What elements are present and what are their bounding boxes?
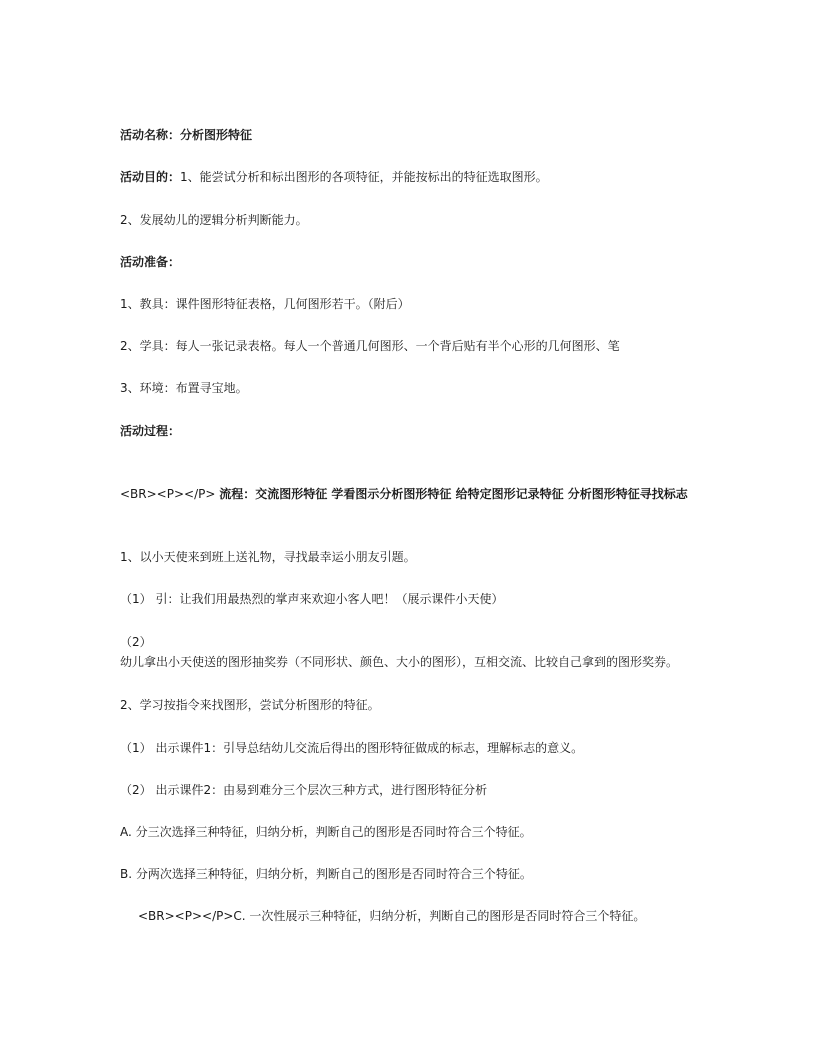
step-1: 1、以小天使来到班上送礼物，寻找最幸运小朋友引题。 xyxy=(120,550,416,564)
step-1-2-text: 幼儿拿出小天使送的图形抽奖券（不同形状、颜色、大小的图形），互相交流、比较自己拿到的图形奖券。 xyxy=(120,655,679,669)
activity-goal-text: 1、能尝试分析和标出图形的各项特征，并能按标出的特征选取图形。 xyxy=(180,170,548,184)
flow-label: 流程：交流图形特征 学看图示分析图形特征 给特定图形记录特征 分析图形特征寻找标志 xyxy=(219,487,688,501)
activity-goal-label: 活动目的： xyxy=(120,170,181,184)
activity-name-label: 活动名称： xyxy=(120,128,181,142)
step-a: A. 分三次选择三种特征，归纳分析，判断自己的图形是否同时符合三个特征。 xyxy=(120,825,532,839)
activity-name xyxy=(120,127,710,144)
process-heading: 活动过程： xyxy=(120,424,181,438)
step-c: <BR><P></P>C. 一次性展示三种特征，归纳分析，判断自己的图形是否同时符合三个特征。 xyxy=(138,909,646,923)
prep-item-3: 3、环境：布置寻宝地。 xyxy=(120,381,248,395)
step-2-2: （2） 出示课件2：由易到难分三个层次三种方式，进行图形特征分析 xyxy=(120,783,488,797)
goal-item-2: 2、发展幼儿的逻辑分析判断能力。 xyxy=(120,213,308,227)
activity-goal xyxy=(120,169,710,186)
prep-item-1: 1、教具：课件图形特征表格，几何图形若干。（附后） xyxy=(120,297,410,311)
flow-prefix: <BR><P></P> xyxy=(120,487,220,501)
step-2: 2、学习按指令来找图形，尝试分析图形的特征。 xyxy=(120,698,380,712)
step-b: B. 分两次选择三种特征，归纳分析，判断自己的图形是否同时符合三个特征。 xyxy=(120,867,532,881)
step-1-1: （1） 引：让我们用最热烈的掌声来欢迎小客人吧！（展示课件小天使） xyxy=(120,592,504,606)
step-1-2-number: （2） xyxy=(120,635,152,649)
flow-line xyxy=(120,486,700,503)
prep-item-2: 2、学具：每人一张记录表格。每人一个普通几何图形、一个背后贴有半个心形的几何图形、笔 xyxy=(120,339,620,353)
preparation-heading: 活动准备： xyxy=(120,255,181,269)
step-2-1: （1） 出示课件1：引导总结幼儿交流后得出的图形特征做成的标志，理解标志的意义。 xyxy=(120,741,584,755)
activity-name-value: 分析图形特征 xyxy=(180,128,253,142)
